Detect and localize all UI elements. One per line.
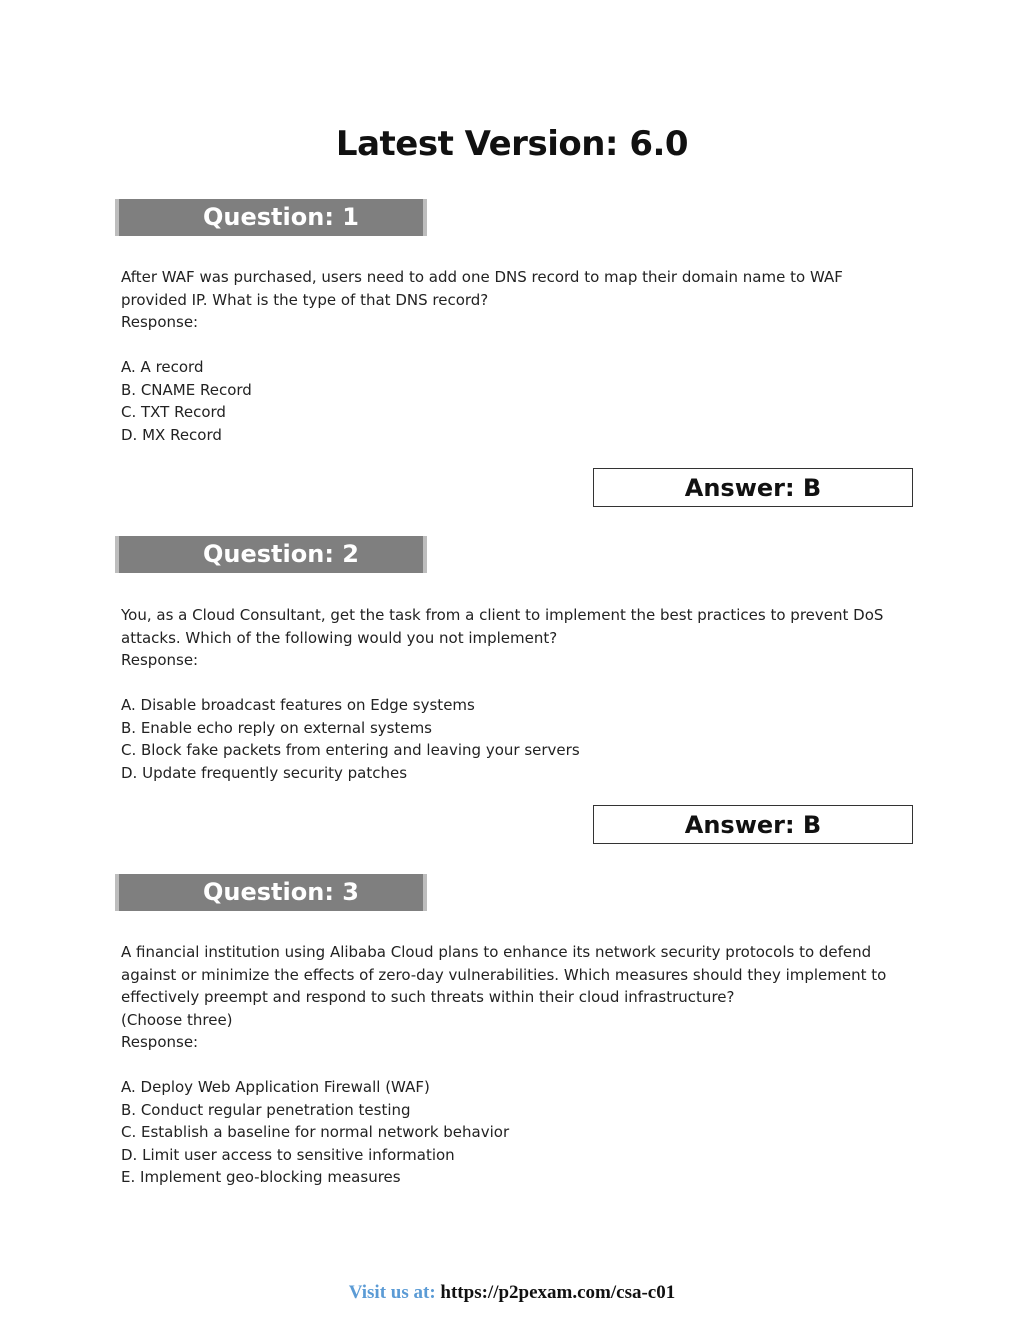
question-3-text-line: A financial institution using Alibaba Cloud plans to enhance its network security protocols to defend xyxy=(121,943,872,961)
question-1-option-d: D. MX Record xyxy=(121,425,222,444)
question-3-header xyxy=(115,874,427,911)
question-3-response-label: Response: xyxy=(121,1033,199,1051)
question-2-body xyxy=(121,604,911,784)
question-3-text-line: effectively preempt and respond to such threats within their cloud infrastructure? xyxy=(121,988,735,1006)
question-2-response-label: Response: xyxy=(121,651,199,669)
question-3-option-a: A. Deploy Web Application Firewall (WAF) xyxy=(121,1078,430,1096)
question-1-option-a: A. A record xyxy=(121,358,204,376)
question-1-header-label: Question: 1 xyxy=(203,203,359,231)
question-3-option-d: D. Limit user access to sensitive information xyxy=(121,1145,455,1164)
question-3-body xyxy=(121,941,911,1189)
question-1-text-line: provided IP. What is the type of that DNS record? xyxy=(121,290,489,309)
question-1-body xyxy=(121,266,911,446)
page-footer xyxy=(0,1282,1024,1304)
question-2-text-line: attacks. Which of the following would you not implement? xyxy=(121,628,558,647)
question-3-header-label: Question: 3 xyxy=(203,878,359,906)
question-2-option-c: C. Block fake packets from entering and leaving your servers xyxy=(121,741,580,759)
question-1-header xyxy=(115,199,427,236)
question-3-text-line: against or minimize the effects of zero-day vulnerabilities. Which measures should they implement to xyxy=(121,965,887,984)
question-3-option-b: B. Conduct regular penetration testing xyxy=(121,1100,411,1119)
question-1-option-b: B. CNAME Record xyxy=(121,380,252,399)
footer-url-link[interactable]: https://p2pexam.com/csa-c01 xyxy=(440,1282,676,1303)
question-2-header-label: Question: 2 xyxy=(203,540,359,568)
question-2-option-d: D. Update frequently security patches xyxy=(121,763,408,782)
question-3-option-e: E. Implement geo-blocking measures xyxy=(121,1168,401,1186)
question-2-answer-box: Answer: B xyxy=(593,805,913,844)
question-1-text-line: After WAF was purchased, users need to add one DNS record to map their domain name to WAF xyxy=(121,268,843,286)
question-2-text-line: You, as a Cloud Consultant, get the task from a client to implement the best practices to prevent DoS xyxy=(121,606,884,624)
footer-visit-label: Visit us at: xyxy=(348,1282,436,1303)
question-2-header xyxy=(115,536,427,573)
question-2-option-b: B. Enable echo reply on external systems xyxy=(121,718,433,737)
question-3-text-line: (Choose three) xyxy=(121,1010,233,1029)
question-1-option-c: C. TXT Record xyxy=(121,403,226,421)
question-3-option-c: C. Establish a baseline for normal network behavior xyxy=(121,1123,510,1141)
question-1-response-label: Response: xyxy=(121,313,199,331)
question-2-option-a: A. Disable broadcast features on Edge systems xyxy=(121,696,475,714)
question-1-answer-box: Answer: B xyxy=(593,468,913,507)
page-title: Latest Version: 6.0 xyxy=(335,124,689,164)
